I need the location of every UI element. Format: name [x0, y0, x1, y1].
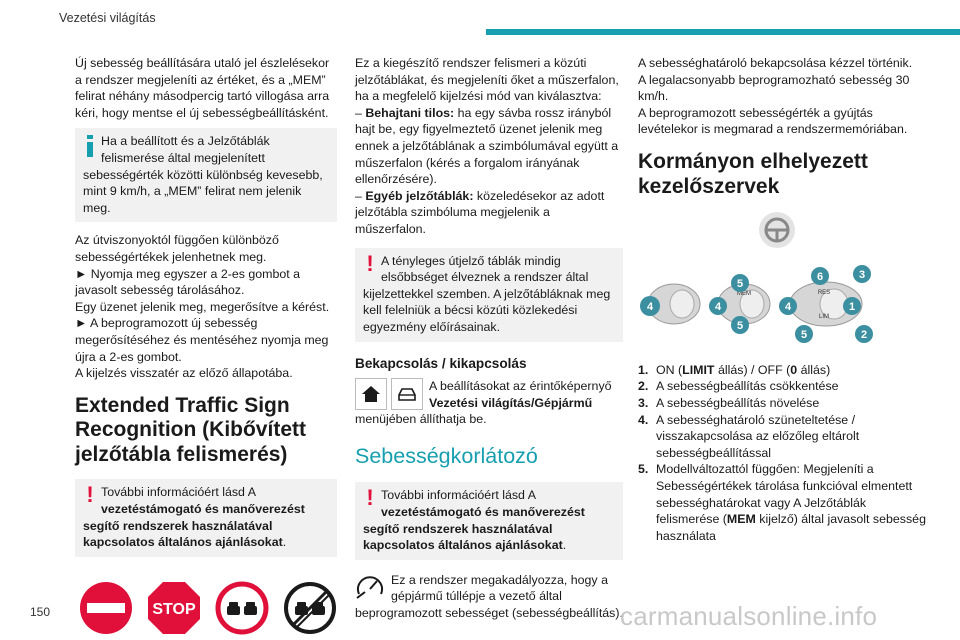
list-item	[638, 395, 928, 412]
warning-note	[75, 479, 337, 556]
list-item	[638, 412, 928, 462]
settings-text-a: A beállításokat az érintőképernyő	[429, 379, 612, 394]
paragraph: Új sebesség beállítására utaló jel észlelésekor a rendszer megjeleníti az értéket, és a „MEM” felirat néhány másodpercig tartó villogása arra kéri, hogy mentse el új sebességbeállításként.	[75, 56, 330, 120]
header-title: Vezetési világítás	[59, 11, 156, 25]
item-text: A sebességbeállítás csökkentése	[656, 379, 839, 394]
callout-label: 2	[860, 328, 868, 341]
home-icon	[355, 378, 387, 410]
item-text: állás) / OFF (	[714, 362, 791, 377]
paragraph: Ez a kiegészítő rendszer felismeri a közúti jelzőtáblákat, és megjeleníti őket a műszerfalon, ha a megfelelő kijelzési mód van kiválasztva:	[355, 56, 619, 104]
item-text: kijelző) által javasolt sebesség használata	[656, 512, 926, 543]
callout-label: 4	[714, 300, 722, 313]
item-text: Modellváltozattól függően: Megjeleníti a Sebességértékek tárolása funkcióval elmentett sebességhatárokat vagy A Jelzőtáblák felismerése (	[656, 462, 913, 527]
paragraph: Az útviszonyoktól függően különböző sebességértékek jelenhetnek meg.	[75, 233, 279, 264]
car-icon	[391, 378, 423, 410]
warning-note-text-a: További információért lásd A	[381, 488, 536, 503]
stalk-label: RES	[817, 289, 831, 296]
paragraph: ► A beprogramozott új sebesség megerősítéséhez és mentéséhez nyomja meg újra a 2-es gombot.	[75, 316, 329, 364]
item-number: 2.	[638, 379, 649, 394]
section-heading: Extended Traffic Sign Recognition (Kibővített jelzőtábla felismerés)	[75, 393, 306, 466]
item-text: A sebességhatároló szüneteltetése / visszakapcsolása az előzőleg eltárolt sebességbeállítással	[656, 412, 860, 460]
paragraph: ► Nyomja meg egyszer a 2-es gombot a javasolt sebesség tárolásához.	[75, 266, 301, 298]
bullet-dash: – Behajtani tilos: ha egy sávba rossz irányból hajt be, egy figyelmeztető üzenet jelenik meg ennek a jelzőtáblának a szimbólumával együtt a műszerfalon (kérés a forgalom irányának ellenőrzésére).	[355, 105, 619, 187]
speed-limiter-icon	[355, 572, 385, 605]
limiter-text: Ez a rendszer megakadályozza, hogy a gépjármű túllépje a vezető által beprogramozott sebességet (sebességbeállítás).	[355, 572, 623, 621]
callout-label: 4	[646, 300, 654, 313]
item-text: ON (	[656, 362, 683, 377]
steering-controls-diagram	[638, 264, 928, 344]
column-2	[355, 55, 623, 622]
callout-label: 6	[816, 270, 824, 283]
dash-label: Behajtani tilos:	[365, 105, 455, 120]
paragraph: A beprogramozott sebességérték a gyújtás levételekor is megmarad a rendszermemóriában.	[638, 105, 908, 137]
traffic-signs	[79, 581, 337, 635]
bullet-dash: – Egyéb jelzőtáblák: közeledésekor az adott jelzőtábla szimbóluma megjelenik a műszerfalon.	[355, 188, 605, 236]
limiter-row	[355, 572, 623, 622]
stalk-diagram-3	[778, 264, 874, 344]
item-text: A sebességbeállítás növelése	[656, 395, 820, 410]
callout-label: 4	[784, 300, 792, 313]
warning-note-text: A tényleges útjelző táblák mindig elsőbbséget élveznek a rendszer által kijelzettekkel szemben. A jelzőtábláknak meg kell felelniük a bécsi közúti közlekedési egyezmény előírásainak.	[363, 253, 611, 334]
stop-icon	[147, 581, 201, 635]
paragraph: A legalacsonyabb beprogramozható sebesség 30 km/h.	[638, 72, 910, 104]
item-number: 4.	[638, 412, 649, 427]
item-text-bold: 0	[790, 362, 798, 377]
section-heading: Sebességkorlátozó	[355, 443, 538, 468]
warning-note	[355, 482, 623, 559]
callout-label: 3	[858, 268, 866, 281]
warning-note-text-b: vezetéstámogató és manőverezést segítő rendszerek használatával kapcsolatos általános ajánlásokat	[83, 502, 305, 550]
warning-icon: !	[366, 485, 374, 511]
item-text-bold: MEM	[726, 512, 756, 527]
page-number: 150	[30, 605, 51, 619]
column-1	[75, 55, 337, 635]
dash-text: ha egy sávba rossz irányból hajt be, egy figyelmeztető üzenet jelenik meg ennek a jelzőtáblának a szimbólumával együtt a műszerfalon (kérés a forgalom irányának ellenőrzésére).	[355, 105, 619, 187]
warning-note-text-b: vezetéstámogató és manőverezést segítő rendszerek használatával kapcsolatos általános ajánlásokat	[363, 505, 585, 553]
no-entry-icon	[79, 581, 133, 635]
paragraph: Egy üzenet jelenik meg, megerősítve a kérést.	[75, 299, 330, 314]
stalk-label: MEM	[737, 290, 751, 297]
info-icon	[87, 135, 93, 157]
warning-note-text-c: .	[282, 535, 287, 550]
stalk-diagram-1	[638, 273, 702, 335]
warning-note-text-c: .	[562, 538, 567, 553]
stalk-label: LIM	[818, 313, 830, 320]
settings-row	[355, 378, 623, 428]
warning-icon: !	[366, 250, 374, 276]
warning-icon: !	[86, 482, 94, 508]
settings-icons	[355, 378, 423, 410]
callout-label: 5	[736, 277, 744, 290]
item-number: 3.	[638, 395, 649, 410]
info-note	[75, 128, 337, 222]
settings-text-c: menüjében állíthatja be.	[355, 412, 487, 427]
dash-label: Egyéb jelzőtáblák:	[365, 188, 474, 203]
settings-text-b: Vezetési világítás/Gépjármű	[429, 395, 593, 410]
stop-sign-text: STOP	[152, 600, 196, 618]
section-heading: Kormányon elhelyezett kezelőszervek	[638, 149, 868, 198]
steering-wheel-icon	[758, 211, 796, 249]
list-item	[638, 378, 928, 395]
callout-label: 1	[848, 300, 856, 313]
end-of-no-overtaking-icon	[283, 581, 337, 635]
controls-list	[638, 362, 928, 545]
no-overtaking-icon	[215, 581, 269, 635]
info-note-text: Ha a beállított és a Jelzőtáblák felismerése által megjelenített sebességérték közötti különbség kevesebb, mint 9 km/h, a „MEM” felirat nem jelenik meg.	[83, 134, 323, 215]
list-item	[638, 362, 928, 379]
paragraph: A kijelzés visszatér az előző állapotába.	[75, 366, 293, 381]
stalk-diagram-2	[708, 273, 772, 335]
item-number: 1.	[638, 362, 649, 377]
dash-text: közeledésekor az adott jelzőtábla szimbóluma megjelenik a műszerfalon.	[355, 188, 605, 236]
callout-label: 5	[736, 319, 744, 332]
watermark: carmanualsonline.info	[620, 601, 878, 631]
warning-note	[355, 248, 623, 342]
paragraph: A sebességhatároló bekapcsolása kézzel történik.	[638, 56, 913, 70]
list-item	[638, 461, 928, 544]
item-text: állás)	[797, 362, 831, 377]
item-number: 5.	[638, 462, 649, 477]
header-bar	[486, 29, 960, 35]
sub-heading: Bekapcsolás / kikapcsolás	[355, 355, 527, 371]
item-text-bold: LIMIT	[682, 362, 715, 377]
warning-note-text-a: További információért lásd A	[101, 485, 256, 500]
callout-label: 5	[800, 328, 808, 341]
column-3	[638, 55, 928, 544]
